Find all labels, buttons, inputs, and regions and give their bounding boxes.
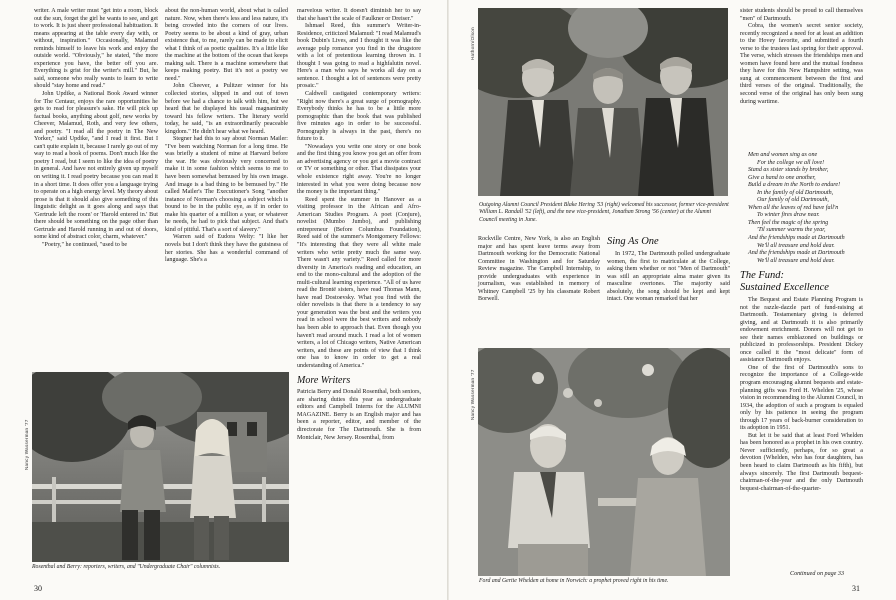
poem-line: In the family of old Dartmouth, [757,189,834,196]
bottom-photo-caption: Ford and Gertie Whelden at home in Norwich: a prophet proved right in his time. [479,578,669,584]
left-photo-caption: Rosenthal and Berry: reporters, writers, and "Undergraduate Chair" columnists. [32,564,221,570]
more-writers-text: Patricia Berry and Donald Rosenthal, both seniors, are sharing duties this year as undergraduate editors and Campbell Interns for the ALUMNI MAGAZINE. Berry is an English major and has been a reporter, editor, and member of the directorate for The Dartmouth. She is from Montclair, New Jersey. Rosenthal, from [297,389,421,441]
left-col1-para-1: writer. A male writer must "get into a room, block out the sun, forget the girl he wants to see, and get to work. It is just sheer professional habituation. It means appearing at the table every day with, or without, inspiration." Occasionally, Malamud reminds himself to leave his work and enjoy the outside world. "Obviously," he stated, "the more experience you have, the better off you are. Everything is grist for the writer's mill." But, he said, someone who really wants to learn to write should "stay home and read." [34,8,158,90]
poem-line: And the friendships made at Dartmouth [748,235,845,242]
poem-line: For the college we all love! [757,159,825,166]
poem-line: Our family of old Dartmouth, [757,197,829,204]
left-col3-para-4: "Nowadays you write one story or one book and the first thing you know you get an offer from an advertising agency or you get a movie contract or TV or something or other. That dissipates your whole existence right away. You're no longer interested in what you were doing because now the money is the important thing." [297,143,421,196]
right-page-number: 31 [852,584,860,593]
fund-section [740,270,863,493]
left-col2-para-4: Warren said of Eudora Welty: "I like her novels but I don't think they have the gutsiness of her stories. She has a wonderful command of language. She's a [165,234,288,264]
poem-line: And the friendships made at Dartmouth [748,250,845,257]
poem-line: Build a dream in the North to endure! [748,182,841,189]
left-col3-para-2: Ishmael Reed, this summer's Writer-in-Residence, criticized Malamud: "I read Malamud's book Dubin's Lives, and I thought it was like the average pulp romance you find in the drugstore with a lot of pretentious learning thrown in. I thought I was going to read a highfalutin novel. Here's a man who says he works all day on a sentence. I thought a lot of sentences were pretty prosaic." [297,23,421,90]
poem-line: To winter fires draw near. [757,212,820,219]
poem-line: Stand as sister stands by brother, [748,167,829,174]
fund-para-1: The Bequest and Estate Planning Program is not the razzle-dazzle part of fund-raising at Dartmouth. Testamentary giving is deferred giving, and at Dartmouth it is also primarily endowment enrichment. Donors will not get to see their names emblazoned on buildings or publicized in professorships. President Dickey once called it the "most delicate" form of assistance Dartmouth enjoys. [740,297,863,364]
alumni-council-photo-image [478,8,728,196]
alumni-council-photo [478,8,728,196]
poem-line: When all the leaves of red have fall'n [748,204,839,211]
rockville-text: Rockville Centre, New York, is also an English major and has spent leave terms away from Dartmouth working for the Democratic National Committee in Washington and for Saturday Review magazine. The Campbell Internship, to provide undergraduates with experience in journalism, was established in memory of Whitney Campbell '25 by his classmate Robert Borwell. [478,236,600,303]
left-col1-para-3: "Poetry," he continued, "used to be [42,241,128,248]
continued-note: Continued on page 33 [790,571,844,577]
left-column-3 [297,8,421,598]
poem-line: Give a hand to one another, [748,174,816,181]
rosenthal-berry-photo [32,372,289,562]
left-col2-para-1: about the non-human world, about what is called nature. Now, when there's less and less nature, it's being crowded into the corners of our lives. Poetry seems to be about a kind of gray, urban existence that, to me, rarely can be made to elicit what I think of as poetic qualities. It's a little like the machine at the bottom of the ocean that keeps making salt. There is a machine somewhere that keeps making poetry. But it's not a poetry we need." [165,8,288,82]
poem-line: We'll all treasure and hold dear. [757,242,835,249]
sing-as-one-heading: Sing As One [607,236,659,247]
right-column [740,8,863,106]
left-col2-para-3: Stegner had this to say about Norman Mailer: "I've been watching Norman for a long time. He was briefly a student of mine at Harvard before the war. He was obviously very concerned to make it in some fashion which seems to me to have been somewhat bemused by his own image. And image is a bad thing to be bemused by." He called Mailer's The Executioner's Song "another instance of Norman's choosing a subject which is bound to be in the public eye, as if in order to make his quarter of a million a year, or whatever he needs, he had to pick that subject. And that's kind of pitiful. That's a sort of slavery." [165,136,288,233]
top-photo-credit: Hathorn/Olson [470,27,475,60]
bottom-photo-credit: Nancy Wasserman '77 [470,369,475,420]
whelden-photo-image [478,348,730,576]
fund-heading-line-2: Sustained Excellence [740,282,829,293]
left-col2-para-2: John Cheever, a Pulitzer winner for his collected stories, slipped in and out of town before we had a chance to talk with him, but we heard that he displayed his usual magnanimity toward his fellow writers. The literary world today, he said, "is an extraordinarily peaceable kingdom." He didn't hear what we heard. [165,83,288,135]
sing-as-one-column [607,233,730,304]
sing-as-one-text: In 1972, The Dartmouth polled undergraduate women, the first to matriculate at the College, asking them whether or not "Men of Dartmouth" was still an appropriate alma mater given its masculine overtones. The majority said absolutely, the song should be kept and kept intact. One woman remarked that her [607,251,730,303]
page-gutter [447,0,449,600]
poem-line: We'll all treasure and hold dear. [757,257,835,264]
more-writers-heading: More Writers [297,375,351,387]
left-photo-credit: Nancy Wasserman '77 [24,419,29,470]
right-col-para-1: sister students should be proud to call themselves "men" of Dartmouth. [740,8,863,22]
rosenthal-berry-photo-image [32,372,289,562]
fourth-verse-poem [748,152,866,265]
top-photo-caption: Outgoing Alumni Council President Blake Hering '53 (right) welcomed his successor, former vice-president William L. Randall '52 (left), and the new vice-president, Jonathan Strong '56 (center) at the Alumni Council meeting in June. [479,202,729,223]
left-col3-para-1: marvelous writer. It doesn't diminish her to say that she hasn't the scale of Faulkner or Dreiser." [297,8,421,22]
left-col3-para-3: Caldwell castigated contemporary writers: "Right now there's a great surge of pornography. Everybody thinks he has to be a little more pornographic than the book that was published five minutes ago in order to be successful. Pornography is always in the past, there's no future to it. [297,91,421,143]
fund-heading-line-1: The Fund: [740,270,785,281]
poem-line: Men and women sing as one [748,152,818,158]
left-col1-para-2: John Updike, a National Book Award winner for The Centaur, enjoys the rare opportunities he gets to read for pleasure's sake. He will pick up factual books, anything about golf, new works by Cheever, Malamud, Roth, and very few others, and poetry. "I read all the poetry in The New Yorker," said Updike, "and I read it first. But I can't quite explain it, because I rarely go out of my way to read a book of poems. Don't much like the poetry I read, but I seem to like the idea of poetry in general. And have not entirely given up myself on writing it. I read poetry because you can read it in a short time. It does offer you a language trying to operate on a high energy level. My theory about prose is that it should also give something of this linguistic delight as it goes along and says that 'Gertrude left the room' or 'Harold entered in.' But there should be something on the page other than Gertrude and Harold running in and out of doors, some kind of abstract color, charm, whatever." [34,91,158,241]
right-col-para-2: Cobra, the women's secret senior society, recently recognized a need for at least an addition to the Hovey favorite, and submitted a fourth verse to the trustees last spring for their approval. The verse, which stresses the friendships men and women have found here and the mutual fondness they have for this New Hampshire setting, was sung at commencement between the first and third verses of the original. Traditionally, the second verse of the original has only been sung during wartime. [740,23,863,105]
whelden-photo [478,348,730,576]
poem-line: 'Til summer warms the year, [757,227,826,234]
left-column-2 [165,8,288,265]
left-col3-para-5: Reed spent the summer in Hanover as a visiting professor in the African and Afro-American Studies Program. A poet (Conjure), novelist (Mumbo Jumbo), and publishing entrepreneur (Before Columbus Foundation), Reed said of the summer's Montgomery Fellows: "It's interesting that they were all white male writers who write pretty much the same way. There wasn't any variety." Reed called for more diversity in America's reading and education, an end to the mono-cultural and the adoption of the multi-cultural learning experience. "All of us have read the Brontë sisters, have read Thomas Mann, have read Dostoevsky. What you find with the older novelists is that there is a tendency to say your generation was the best and the writers you read in school were the best writers and nobody has been able to approach that. Even though you haven't read around much. I read a lot of women writers, a lot of Chicago writers, Native American writers, and these are points of view that I think one has to know in order to get a real understanding of America." [297,196,421,369]
left-page-number: 30 [34,584,42,593]
rockville-column [478,236,600,304]
fund-para-2: One of the first of Dartmouth's sons to recognize the importance of a College-wide program encouraging alumni bequests and estate-planning gifts was Ford H. Whelden '25, whose vision in recommending to the Alumni Council, in 1934, the adoption of such a program is equaled only by his patience in seeing the program through 17 years of back-burner consideration to its adoption in 1951. [740,364,863,432]
fund-para-3: But let it be said that at least Ford Whelden has been honored as a prophet in his own country. Never sufficiently, perhaps, for so great a devotion (Whelden, who has four daughters, has been heard to claim Dartmouth as his fifth), but always sincerely. The first Dartmouth bequest-chairman-of-the-year and the only Dartmouth bequest-chairman-of-the-quarter- [740,432,863,492]
left-column-1 [34,8,158,250]
poem-line: Then feel the magic of the spring [748,219,829,226]
